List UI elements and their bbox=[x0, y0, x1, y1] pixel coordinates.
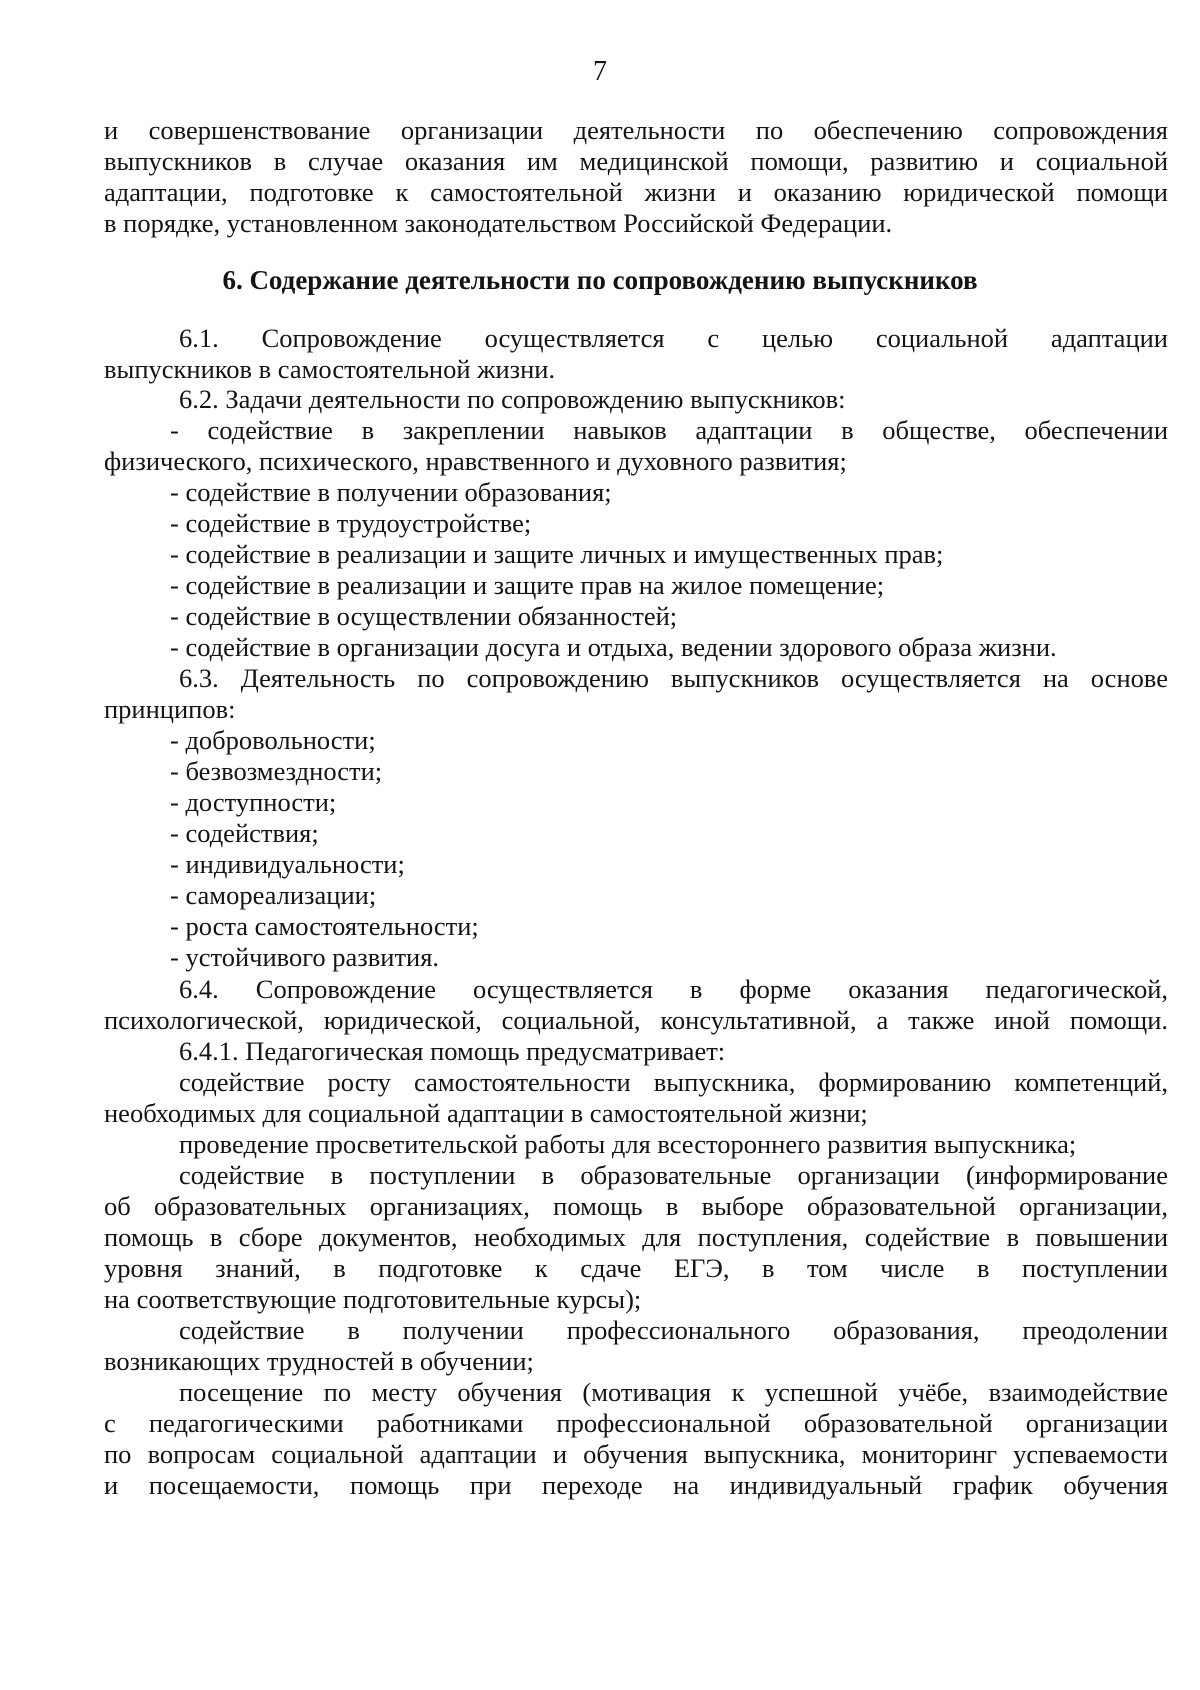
intro-line: в порядке, установленном законодательством Российской Федерации. bbox=[104, 208, 893, 238]
pedagogical-help-line: необходимых для социальной адаптации в самостоятельной жизни; bbox=[104, 1098, 868, 1128]
paragraph-6-3-line: 6.3. Деятельность по сопровождению выпускников осуществляется на основе bbox=[179, 663, 1168, 693]
pedagogical-help-line: содействие росту самостоятельности выпускника, формированию компетенций, bbox=[179, 1067, 1168, 1097]
principle-item: - содействия; bbox=[170, 818, 319, 848]
pedagogical-help-line: посещение по месту обучения (мотивация к успешной учёбе, взаимодействие bbox=[179, 1377, 1168, 1407]
intro-line: и совершенствование организации деятельности по обеспечению сопровождения bbox=[104, 115, 1168, 145]
paragraph-6-4-line: 6.4. Сопровождение осуществляется в форме оказания педагогической, bbox=[179, 974, 1168, 1004]
principle-item: - роста самостоятельности; bbox=[170, 911, 479, 941]
section-heading: 6. Содержание деятельности по сопровождению выпускников bbox=[222, 265, 978, 295]
principle-item: - устойчивого развития. bbox=[170, 942, 440, 972]
task-item: - содействие в получении образования; bbox=[170, 477, 612, 507]
task-item: - содействие в организации досуга и отдыха, ведении здорового образа жизни. bbox=[170, 632, 1057, 662]
principle-item: - безвозмездности; bbox=[170, 756, 383, 786]
pedagogical-help-line: содействие в поступлении в образовательные организации (информирование bbox=[179, 1160, 1168, 1190]
pedagogical-help-line: и посещаемости, помощь при переходе на индивидуальный график обучения bbox=[104, 1470, 1168, 1500]
paragraph-6-3-line: принципов: bbox=[104, 694, 236, 724]
principle-item: - индивидуальности; bbox=[170, 849, 405, 879]
pedagogical-help-line: с педагогическими работниками профессиональной образовательной организации bbox=[104, 1408, 1168, 1438]
task-item: - содействие в закреплении навыков адаптации в обществе, обеспечении bbox=[170, 415, 1168, 445]
principle-item: - добровольности; bbox=[170, 725, 376, 755]
pedagogical-help-line: помощь в сборе документов, необходимых для поступления, содействие в повышении bbox=[104, 1222, 1168, 1252]
task-item: - содействие в реализации и защите прав на жилое помещение; bbox=[170, 570, 885, 600]
pedagogical-help-line: об образовательных организациях, помощь в выборе образовательной организации, bbox=[104, 1191, 1168, 1221]
page-number: 7 bbox=[593, 56, 607, 87]
intro-line: адаптации, подготовке к самостоятельной жизни и оказанию юридической помощи bbox=[104, 177, 1168, 207]
paragraph-6-4-1-title: 6.4.1. Педагогическая помощь предусматривает: bbox=[179, 1036, 726, 1066]
pedagogical-help-line: возникающих трудностей в обучении; bbox=[104, 1346, 534, 1376]
principle-item: - доступности; bbox=[170, 787, 337, 817]
pedagogical-help-line: проведение просветительской работы для всестороннего развития выпускника; bbox=[179, 1129, 1077, 1159]
pedagogical-help-line: по вопросам социальной адаптации и обучения выпускника, мониторинг успеваемости bbox=[104, 1439, 1168, 1469]
task-item: - содействие в трудоустройстве; bbox=[170, 508, 532, 538]
paragraph-6-1-line: выпускников в самостоятельной жизни. bbox=[104, 354, 556, 384]
paragraph-6-2-title: 6.2. Задачи деятельности по сопровождению выпускников: bbox=[179, 384, 846, 414]
pedagogical-help-line: содействие в получении профессионального образования, преодолении bbox=[179, 1315, 1168, 1345]
task-item: - содействие в реализации и защите личных и имущественных прав; bbox=[170, 539, 944, 569]
intro-line: выпускников в случае оказания им медицинской помощи, развитию и социальной bbox=[104, 146, 1168, 176]
pedagogical-help-line: на соответствующие подготовительные курсы); bbox=[104, 1284, 642, 1314]
paragraph-6-1-line: 6.1. Сопровождение осуществляется с целью социальной адаптации bbox=[179, 323, 1168, 353]
task-item-continuation: физического, психического, нравственного и духовного развития; bbox=[104, 446, 847, 476]
paragraph-6-4-line: психологической, юридической, социальной, консультативной, а также иной помощи. bbox=[104, 1005, 1168, 1035]
principle-item: - самореализации; bbox=[170, 880, 377, 910]
pedagogical-help-line: уровня знаний, в подготовке к сдаче ЕГЭ, в том числе в поступлении bbox=[104, 1253, 1168, 1283]
task-item: - содействие в осуществлении обязанностей; bbox=[170, 601, 678, 631]
